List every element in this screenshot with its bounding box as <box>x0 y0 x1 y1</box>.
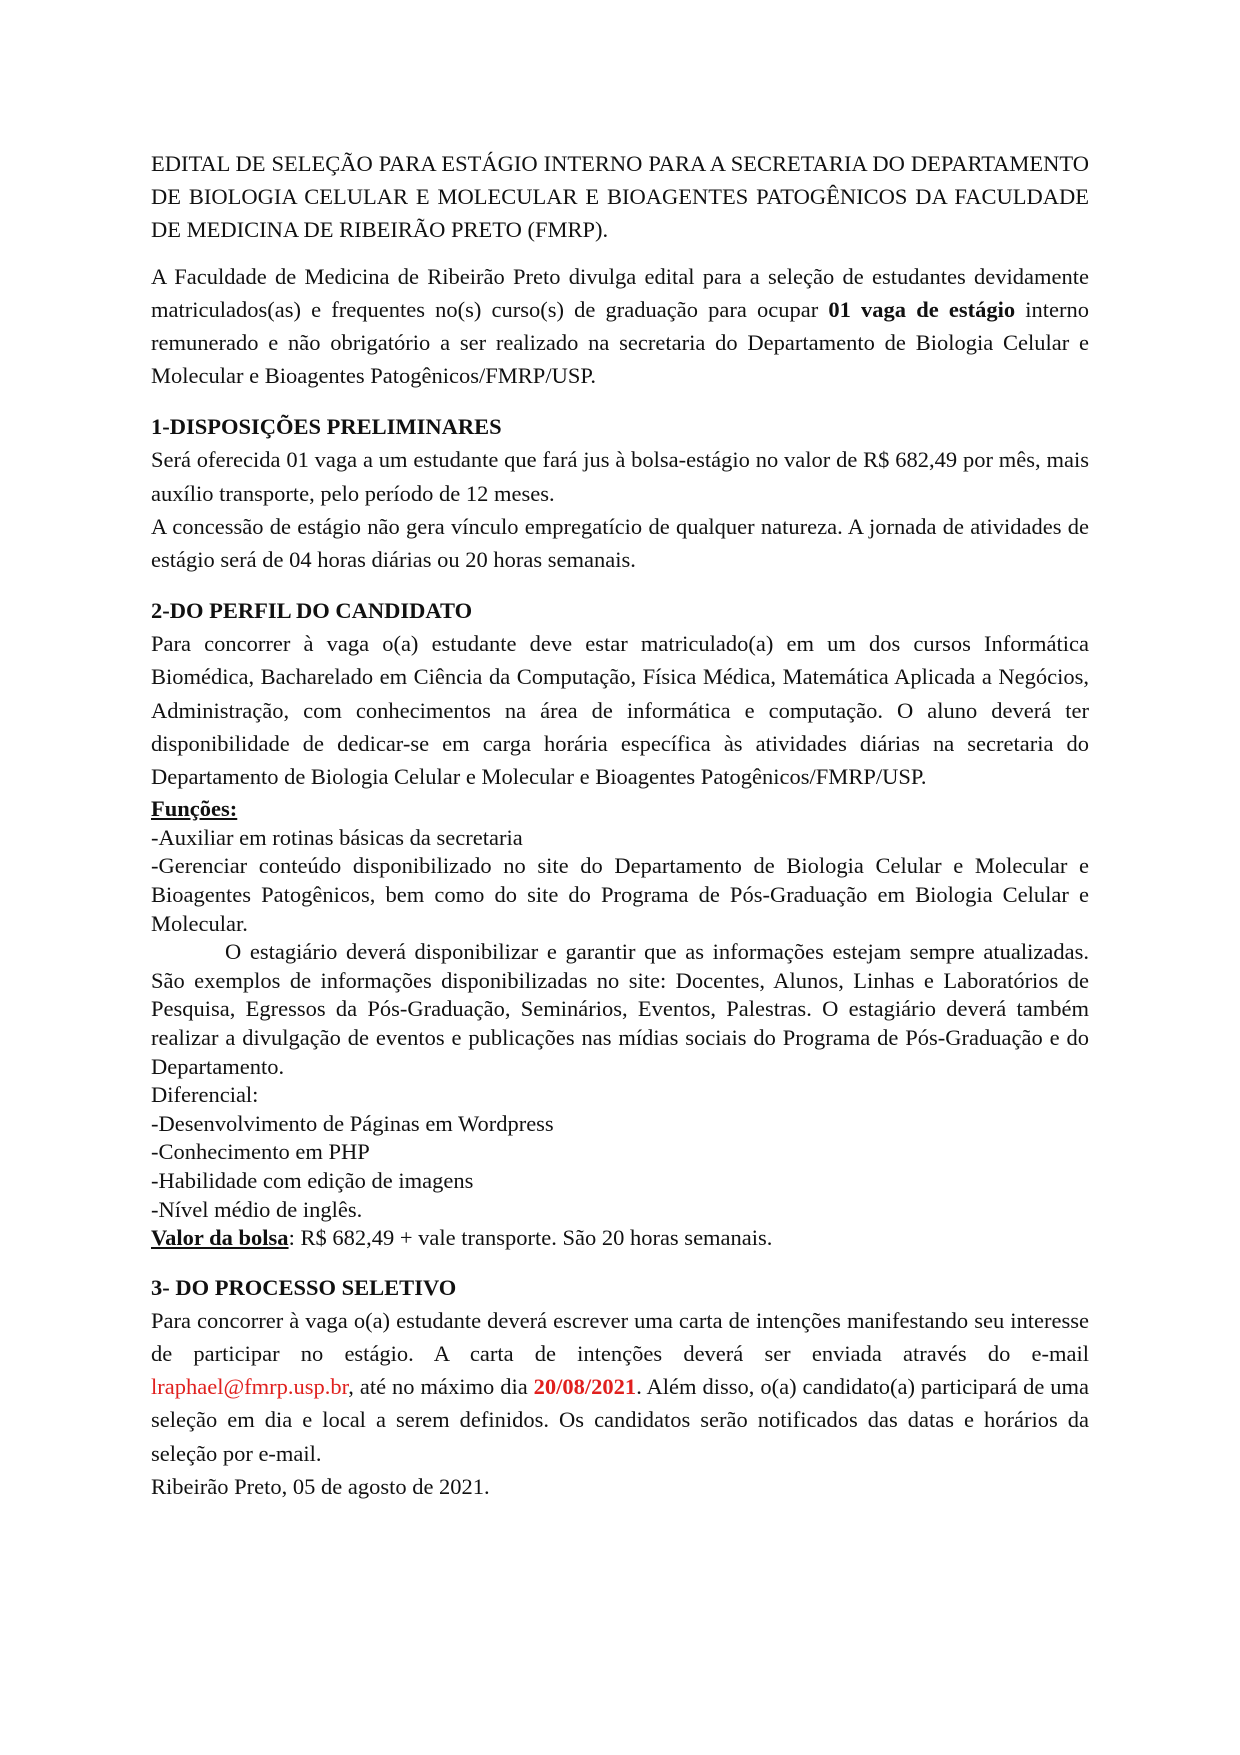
section-processo-seletivo <box>151 1271 1089 1503</box>
estagiario-paragraph: O estagiário deverá disponibilizar e garantir que as informações estejam sempre atualizadas. São exemplos de informações disponibilizadas no site: Docentes, Alunos, Linhas e Laboratórios de Pesquisa, Egressos da Pós-Graduação, Seminários, Eventos, Palestras. O estagiário deverá também realizar a divulgação de eventos e publicações nas mídias sociais do Programa de Pós-Graduação e do Departamento. <box>151 939 1089 1079</box>
funcao-item: -Gerenciar conteúdo disponibilizado no site do Departamento de Biologia Celular e Molecular e Bioagentes Patogênicos, bem como do site do Programa de Pós-Graduação em Biologia Celular e Molecular. <box>151 853 1089 936</box>
document-page <box>151 147 1089 1503</box>
section-perfil <box>151 594 1089 1253</box>
intro-text-start: A Faculdade de Medicina de Ribeirão Preto divulga edital para a seleção de estudantes devidamente matriculados(as) e frequentes no(s) curso(s) de graduação para ocupar <box>151 263 1089 322</box>
section-disposicoes <box>151 410 1089 576</box>
section1-paragraph-2: A concessão de estágio não gera vínculo empregatício de qualquer natureza. A jornada de atividades de estágio será de 04 horas diárias ou 20 horas semanais. <box>151 513 1089 573</box>
section3-text-start: Para concorrer à vaga o(a) estudante deverá escrever uma carta de intenções manifestando seu interesse de participar no estágio. A carta de intenções deverá ser enviada através do e-mail <box>151 1307 1089 1366</box>
section3-text-mid: , até no máximo dia <box>348 1374 534 1400</box>
section1-heading: 1-DISPOSIÇÕES PRELIMINARES <box>151 414 502 440</box>
section3-text-end: . Além disso, o(a) candidato(a) participará de uma seleção em dia e local a serem definidos. Os candidatos serão notificados das datas e horários da seleção por e-mail. <box>151 1374 1090 1466</box>
closing-date-line: Ribeirão Preto, 05 de agosto de 2021. <box>151 1473 490 1499</box>
funcoes-label: Funções: <box>151 796 238 822</box>
contact-email-link[interactable]: lraphael@fmrp.usp.br <box>151 1374 349 1400</box>
valor-bolsa-text: : R$ 682,49 + vale transporte. São 20 horas semanais. <box>288 1225 773 1251</box>
diferencial-item: -Conhecimento em PHP <box>151 1139 370 1165</box>
section1-paragraph-1: Será oferecida 01 vaga a um estudante que fará jus à bolsa-estágio no valor de R$ 682,49 por mês, mais auxílio transporte, pelo período de 12 meses. <box>151 447 1089 506</box>
section3-paragraph <box>151 1304 1089 1470</box>
intro-vacancy-highlight: 01 vaga de estágio <box>828 296 1016 322</box>
deadline-date: 20/08/2021 <box>533 1374 637 1400</box>
diferencial-item: -Desenvolvimento de Páginas em Wordpress <box>151 1110 554 1136</box>
intro-text-end: interno remunerado e não obrigatório a ser realizado na secretaria do Departamento de Biologia Celular e Molecular e Bioagentes Patogênicos/FMRP/USP. <box>151 296 1089 389</box>
intro-paragraph <box>151 260 1089 393</box>
section2-paragraph: Para concorrer à vaga o(a) estudante deve estar matriculado(a) em um dos cursos Informática Biomédica, Bacharelado em Ciência da Computação, Física Médica, Matemática Aplicada a Negócios, Administração, com conhecimentos na área de informática e computação. O aluno deverá ter disponibilidade de dedicar-se em carga horária específica às atividades diárias na secretaria do Departamento de Biologia Celular e Molecular e Bioagentes Patogênicos/FMRP/USP. <box>151 631 1089 790</box>
valor-bolsa-label: Valor da bolsa <box>151 1225 289 1251</box>
valor-bolsa-line <box>151 1224 1089 1253</box>
document-title: EDITAL DE SELEÇÃO PARA ESTÁGIO INTERNO PARA A SECRETARIA DO DEPARTAMENTO DE BIOLOGIA CELULAR E MOLECULAR E BIOAGENTES PATOGÊNICOS DA FACULDADE DE MEDICINA DE RIBEIRÃO PRETO (FMRP). <box>151 151 1089 243</box>
diferencial-item: -Nível médio de inglês. <box>151 1196 363 1222</box>
section3-heading: 3- DO PROCESSO SELETIVO <box>151 1274 457 1300</box>
funcao-item: -Auxiliar em rotinas básicas da secretaria <box>151 824 523 850</box>
diferencial-label: Diferencial: <box>151 1082 259 1108</box>
section2-heading: 2-DO PERFIL DO CANDIDATO <box>151 598 473 624</box>
diferencial-item: -Habilidade com edição de imagens <box>151 1167 474 1193</box>
